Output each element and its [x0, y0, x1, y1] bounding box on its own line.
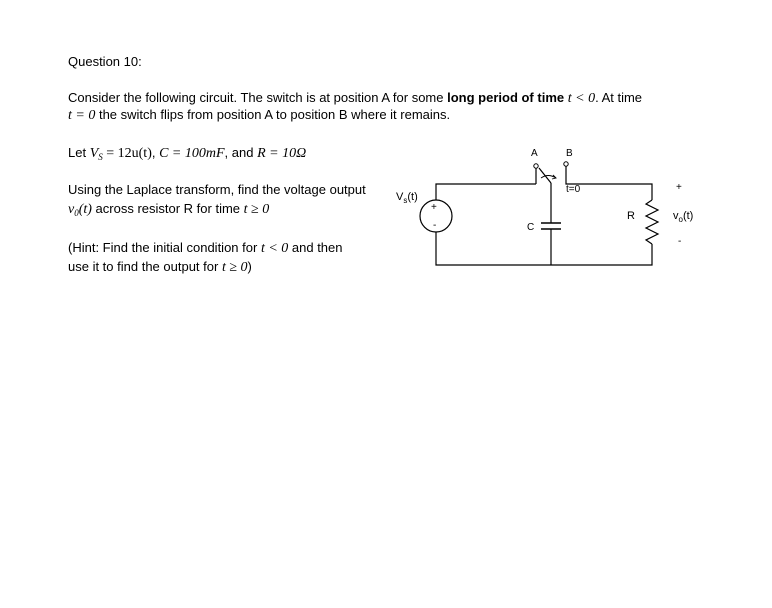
source-equation: = 12u(t) [102, 146, 152, 161]
source-minus-sign: - [433, 220, 437, 231]
output-voltage-symbol: $v_0(t)$ [68, 202, 92, 218]
hint-text: (Hint: Find the initial condition for [68, 240, 261, 255]
resistor [646, 200, 658, 244]
hint-text: use it to find the output for [68, 259, 222, 274]
source-plus-sign: + [431, 202, 437, 213]
voltage-source [420, 200, 452, 232]
task-line-1: Using the Laplace transform, find the voltage output [68, 182, 366, 197]
statement-text: the switch flips from position A to position B where it remains. [95, 107, 451, 122]
capacitor-label: C [527, 222, 535, 233]
time-condition: t < 0 [567, 91, 596, 106]
separator: , and [224, 145, 258, 160]
switch-time-label: t=0 [566, 184, 581, 195]
statement-text: Consider the following circuit. The switch is at position A for some [68, 90, 448, 105]
output-minus-sign: - [678, 236, 682, 247]
emphasis-text: long period of time [447, 90, 565, 105]
given-prefix: Let [68, 145, 90, 160]
capacitor-value: C = 100mF [159, 146, 225, 161]
switch-position-a: A [531, 148, 538, 159]
question-title: Question 10: [68, 54, 142, 69]
source-symbol: $V_S$ [89, 146, 103, 162]
capacitor [541, 223, 561, 229]
time-condition: t < 0 [260, 241, 289, 256]
switch [534, 162, 568, 184]
time-instant: t = 0 [68, 108, 96, 123]
resistor-value: R = 10Ω [257, 146, 307, 161]
output-voltage-label: $v_o(t)$ [673, 210, 694, 224]
task-text: across resistor R for time [91, 201, 244, 216]
statement-text: . At time [595, 90, 643, 105]
output-plus-sign: + [676, 182, 682, 193]
time-condition: t ≥ 0 [221, 260, 248, 275]
switch-position-b: B [566, 148, 573, 159]
time-condition: t ≥ 0 [243, 202, 270, 217]
wire-left-bottom [436, 232, 652, 265]
hint-text: ) [247, 259, 252, 274]
hint-text: and then [288, 240, 343, 255]
separator: , [151, 145, 160, 160]
wire-top-left [436, 184, 536, 200]
source-label: $V_s(t)$ [396, 191, 418, 205]
resistor-label: R [627, 210, 635, 222]
